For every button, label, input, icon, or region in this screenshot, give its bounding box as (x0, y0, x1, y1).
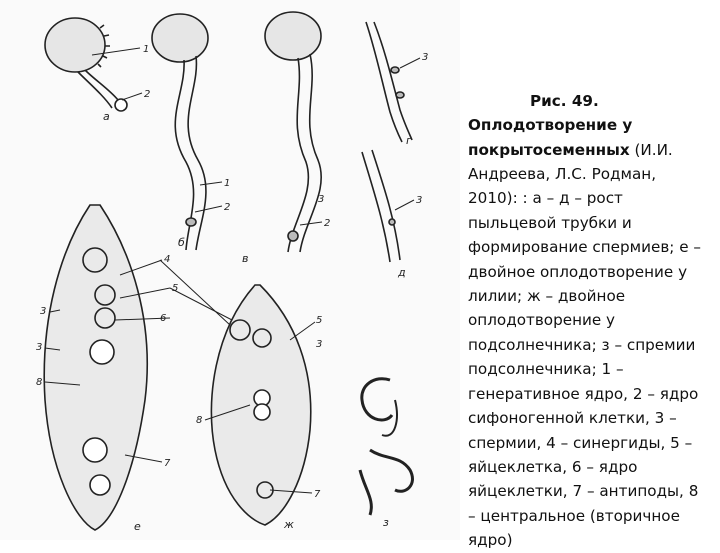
caption-body: (И.И. Андреева, Л.С. Родман, 2010): : а – д – рост пыльцевой трубки и формирование спермиев; е – двойное оплодотворение у лилии; ж – двойное оплодотворение у подсолнечника; з – спремии подсолнечника; 1 – генеративное ядро, 2 – ядро сифоногенной клетки, 3 – спермии, 4 – синергиды, 5 – яйцеклетка, 6 – ядро яйцеклетки, 7 – антиподы, 8 – центральное (вторичное ядро) (468, 140, 706, 550)
panel-letter-a: а (103, 110, 110, 123)
callout-3: 3 (422, 52, 429, 63)
panel-letter-d: д (398, 266, 406, 279)
callout-8: 8 (196, 415, 203, 426)
caption-title: Рис. 49. (530, 91, 599, 110)
panel-g-drawing (366, 22, 412, 142)
panel-letter-z: з (383, 516, 389, 529)
panel-e-drawing (44, 205, 147, 530)
caption-subject: Оплодотворение у покрытосеменных (468, 116, 638, 159)
callout-2: 2 (144, 89, 151, 100)
callout-7: 7 (164, 458, 171, 469)
callout-3: 3 (318, 194, 325, 205)
panel-d-drawing (362, 150, 400, 262)
callout-1: 1 (224, 178, 231, 189)
callout-5: 5 (316, 315, 323, 326)
callout-7: 7 (314, 489, 321, 500)
callout-1: 1 (143, 44, 150, 55)
callout-4: 4 (164, 254, 171, 265)
panel-letter-b: б (178, 236, 185, 249)
panel-z-drawing (360, 379, 412, 515)
callout-3: 3 (416, 195, 423, 206)
panel-letter-zh: ж (284, 518, 294, 531)
callout-2: 2 (224, 202, 231, 213)
panel-letter-v: в (242, 252, 249, 265)
callout-3: 3 (316, 339, 323, 350)
panel-a-drawing (45, 18, 127, 111)
callout-2: 2 (324, 218, 331, 229)
callout-5: 5 (172, 283, 179, 294)
panel-v-drawing (265, 12, 321, 252)
callout-3: 3 (40, 306, 47, 317)
panel-b-drawing (152, 14, 208, 250)
callout-8: 8 (36, 377, 43, 388)
panel-letter-g: г (406, 134, 412, 147)
figure-caption (468, 40, 708, 553)
callout-6: 6 (160, 313, 167, 324)
callout-3: 3 (36, 342, 43, 353)
panel-letter-e: е (134, 520, 141, 533)
